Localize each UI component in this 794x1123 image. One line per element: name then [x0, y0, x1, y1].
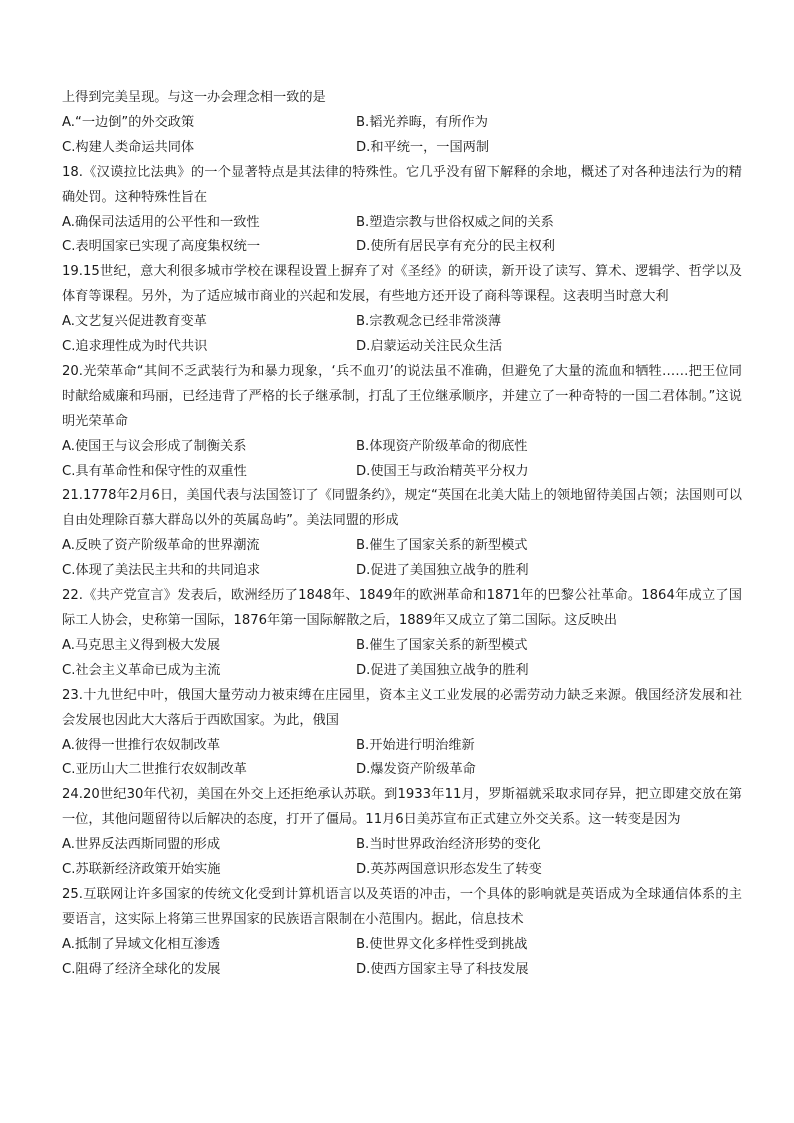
- question-24: [62, 783, 742, 883]
- question-stem: 21.1778年2月6日，美国代表与法国签订了《同盟条约》，规定“英国在北美大陆上的领地留待美国占领；法国则可以自由处理除百慕大群岛以外的英属岛屿”。美法同盟的形成: [62, 488, 742, 529]
- question-19: [62, 260, 742, 360]
- exam-page: [62, 86, 742, 983]
- option-a: A.文艺复兴促进教育变革: [62, 314, 207, 330]
- question-options: [62, 734, 742, 784]
- question-options: [62, 534, 742, 584]
- option-b: B.体现资产阶级革命的彻底性: [356, 438, 528, 454]
- question-stem: 18.《汉谟拉比法典》的一个显著特点是其法律的特殊性。它几乎没有留下解释的余地，概述了对各种违法行为的精确处罚。这种特殊性旨在: [62, 164, 742, 205]
- option-b: B.催生了国家关系的新型模式: [356, 637, 528, 653]
- option-a: A.确保司法适用的公平性和一致性: [62, 214, 260, 230]
- option-a: A.抵制了异域文化相互渗透: [62, 936, 221, 952]
- option-b: B.宗教观念已经非常淡薄: [356, 314, 502, 330]
- question-21: [62, 484, 742, 584]
- option-b: B.使世界文化多样性受到挑战: [356, 936, 528, 952]
- option-c: C.表明国家已实现了高度集权统一: [62, 239, 261, 255]
- option-d: D.爆发资产阶级革命: [356, 762, 476, 778]
- question-stem: 24.20世纪30年代初，美国在外交上还拒绝承认苏联。到1933年11月，罗斯福就采取求同存异，把立即建交放在第一位，其他问题留待以后解决的态度，打开了僵局。11月6日美苏宣布正式建立外交关系。这一转变是因为: [62, 787, 742, 828]
- option-d: D.英苏两国意识形态发生了转变: [356, 862, 542, 878]
- option-c: C.追求理性成为时代共识: [62, 339, 208, 355]
- question-options: [62, 435, 742, 485]
- question-options: [62, 833, 742, 883]
- option-a: A.反映了资产阶级革命的世界潮流: [62, 538, 260, 554]
- option-d: D.促进了美国独立战争的胜利: [356, 662, 529, 678]
- option-c: C.体现了美法民主共和的共同追求: [62, 563, 261, 579]
- option-a: A.彼得一世推行农奴制改革: [62, 737, 221, 753]
- question-25: [62, 883, 742, 983]
- option-c: C.构建人类命运共同体: [62, 139, 195, 155]
- question-18: [62, 161, 742, 261]
- question-options: [62, 634, 742, 684]
- option-d: D.和平统一，一国两制: [356, 139, 490, 155]
- option-c: C.具有革命性和保守性的双重性: [62, 463, 247, 479]
- option-c: C.阻碍了经济全球化的发展: [62, 961, 221, 977]
- option-c: C.亚历山大二世推行农奴制改革: [62, 762, 247, 778]
- option-b: B.当时世界政治经济形势的变化: [356, 837, 541, 853]
- option-a: A.世界反法西斯同盟的形成: [62, 837, 221, 853]
- question-23: [62, 684, 742, 784]
- option-d: D.启蒙运动关注民众生活: [356, 339, 503, 355]
- question-options: [62, 211, 742, 261]
- question-stem: 20.光荣革命“其间不乏武装行为和暴力现象，‘兵不血刃’的说法虽不准确，但避免了大量的流血和牺牲……把王位同时献给威廉和玛丽，已经违背了严格的长子继承制，打乱了王位继承顺序，并建立了一种奇特的一国二君体制。”这说明光荣革命: [62, 363, 742, 429]
- question-22: [62, 584, 742, 684]
- option-d: D.使西方国家主导了科技发展: [356, 961, 529, 977]
- question-20: [62, 360, 742, 485]
- question-stem: 19.15世纪，意大利很多城市学校在课程设置上摒弃了对《圣经》的研读，新开设了读写、算术、逻辑学、哲学以及体育等课程。另外，为了适应城市商业的兴起和发展，有些地方还开设了商科等课程。这表明当时意大利: [62, 264, 742, 305]
- intro-options: [62, 111, 742, 161]
- question-options: [62, 310, 742, 360]
- question-stem: 22.《共产党宣言》发表后，欧洲经历了1848年、1849年的欧洲革命和1871年的巴黎公社革命。1864年成立了国际工人协会，史称第一国际，1876年第一国际解散之后，1889年又成立了第二国际。这反映出: [62, 588, 742, 629]
- option-a: A.马克思主义得到极大发展: [62, 637, 221, 653]
- option-b: B.催生了国家关系的新型模式: [356, 538, 528, 554]
- option-d: D.使所有居民享有充分的民主权利: [356, 239, 555, 255]
- option-d: D.促进了美国独立战争的胜利: [356, 563, 529, 579]
- question-options: [62, 933, 742, 983]
- option-b: B.开始进行明治维新: [356, 737, 475, 753]
- option-c: C.社会主义革命已成为主流: [62, 662, 221, 678]
- intro-text: 上得到完美呈现。与这一办会理念相一致的是: [62, 90, 326, 105]
- question-stem: 25.互联网让许多国家的传统文化受到计算机语言以及英语的冲击，一个具体的影响就是英语成为全球通信体系的主要语言，这实际上将第三世界国家的民族语言限制在小范围内。据此，信息技术: [62, 886, 742, 927]
- question-stem: 23.十九世纪中叶，俄国大量劳动力被束缚在庄园里，资本主义工业发展的必需劳动力缺乏来源。俄国经济发展和社会发展也因此大大落后于西欧国家。为此，俄国: [62, 687, 742, 728]
- option-b: B.韬光养晦，有所作为: [356, 114, 488, 130]
- option-c: C.苏联新经济政策开始实施: [62, 862, 221, 878]
- option-b: B.塑造宗教与世俗权威之间的关系: [356, 214, 554, 230]
- option-d: D.使国王与政治精英平分权力: [356, 463, 529, 479]
- option-a: A.使国王与议会形成了制衡关系: [62, 438, 247, 454]
- option-a: A.“一边倒”的外交政策: [62, 114, 195, 130]
